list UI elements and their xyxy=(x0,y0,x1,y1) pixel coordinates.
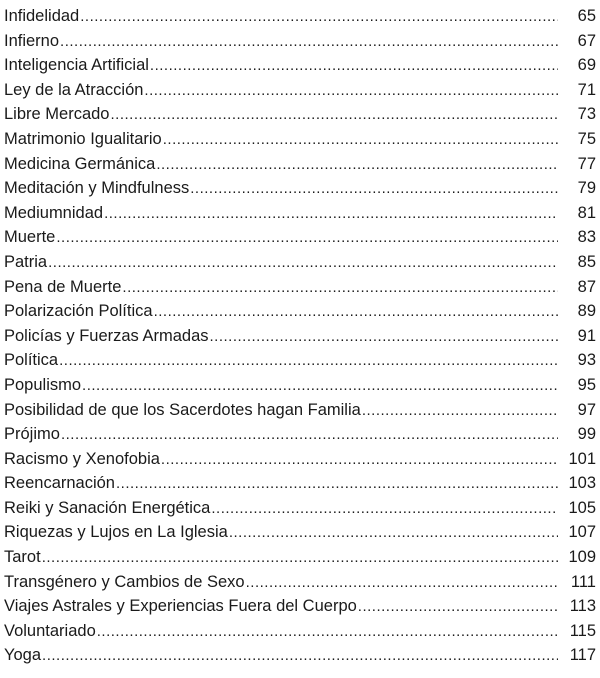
toc-entry-page: 117 xyxy=(569,646,596,665)
toc-entry-page: 71 xyxy=(577,80,596,99)
toc-entry-title: Reiki y Sanación Energética xyxy=(4,498,211,517)
toc-leader-dots xyxy=(163,128,558,153)
toc-entry-title: Muerte xyxy=(4,228,56,247)
toc-leader-dots xyxy=(122,276,558,301)
toc-entry-title: Reencarnación xyxy=(4,474,115,493)
toc-entry-title: Inteligencia Artificial xyxy=(4,56,149,75)
toc-entry xyxy=(0,447,600,472)
toc-entry-page: 67 xyxy=(577,31,596,50)
toc-entry-page: 73 xyxy=(577,105,596,124)
toc-leader-dots xyxy=(80,5,558,30)
toc-entry xyxy=(0,152,600,177)
toc-leader-dots xyxy=(60,30,558,55)
toc-entry-title: Meditación y Mindfulness xyxy=(4,179,190,198)
toc-entry-page: 99 xyxy=(577,425,596,444)
toc-leader-dots xyxy=(229,521,558,546)
toc-entry xyxy=(0,398,600,423)
toc-entry xyxy=(0,570,600,595)
toc-entry xyxy=(0,53,600,78)
toc-entry-page: 107 xyxy=(568,523,596,542)
toc-entry-title: Racismo y Xenofobia xyxy=(4,449,160,468)
toc-entry-title: Yoga xyxy=(4,646,42,665)
toc-entry-title: Medicina Germánica xyxy=(4,154,156,173)
toc-entry-title: Tarot xyxy=(4,548,41,567)
toc-leader-dots xyxy=(97,620,558,645)
toc-leader-dots xyxy=(42,644,558,669)
toc-entry xyxy=(0,201,600,226)
toc-entry-page: 83 xyxy=(577,228,596,247)
toc-entry-page: 77 xyxy=(577,154,596,173)
toc-entry-title: Pena de Muerte xyxy=(4,277,122,296)
toc-entry xyxy=(0,324,600,349)
toc-entry-page: 79 xyxy=(577,179,596,198)
toc-entry-page: 89 xyxy=(577,302,596,321)
toc-entry xyxy=(0,127,600,152)
toc-entry-page: 65 xyxy=(577,7,596,25)
toc-entry-title: Policías y Fuerzas Armadas xyxy=(4,326,209,345)
toc-leader-dots xyxy=(82,374,558,399)
toc-entry xyxy=(0,102,600,127)
toc-entry xyxy=(0,643,600,668)
toc-entry-page: 103 xyxy=(568,474,596,493)
toc-entry-page: 87 xyxy=(577,277,596,296)
toc-entry xyxy=(0,619,600,644)
toc-leader-dots xyxy=(211,497,558,522)
toc-entry-page: 75 xyxy=(577,129,596,148)
toc-entry-title: Infierno xyxy=(4,31,60,50)
toc-leader-dots xyxy=(104,202,558,227)
toc-entry xyxy=(0,348,600,373)
toc-entry-page: 97 xyxy=(577,400,596,419)
toc-entry-title: Matrimonio Igualitario xyxy=(4,129,162,148)
toc-leader-dots xyxy=(246,571,558,596)
toc-leader-dots xyxy=(161,448,558,473)
toc-leader-dots xyxy=(210,325,559,350)
toc-entry xyxy=(0,594,600,619)
toc-leader-dots xyxy=(362,399,558,424)
toc-entry xyxy=(0,520,600,545)
toc-entry xyxy=(0,78,600,103)
toc-entry-title: Infidelidad xyxy=(4,7,80,25)
toc-entry-title: Política xyxy=(4,351,59,370)
toc-entry-page: 111 xyxy=(570,572,596,591)
toc-entry-page: 91 xyxy=(577,326,596,345)
toc-leader-dots xyxy=(154,300,558,325)
toc-leader-dots xyxy=(42,546,558,571)
toc-entry xyxy=(0,4,600,29)
toc-leader-dots xyxy=(61,423,558,448)
toc-entry-title: Libre Mercado xyxy=(4,105,110,124)
toc-entry xyxy=(0,422,600,447)
toc-entry-title: Mediumnidad xyxy=(4,203,104,222)
toc-entry-page: 95 xyxy=(577,375,596,394)
toc-entry xyxy=(0,299,600,324)
toc-entry-title: Ley de la Atracción xyxy=(4,80,144,99)
toc-entry-page: 69 xyxy=(577,56,596,75)
toc-leader-dots xyxy=(190,177,558,202)
toc-leader-dots xyxy=(150,54,558,79)
toc-entry-title: Patria xyxy=(4,252,48,271)
toc-leader-dots xyxy=(48,251,558,276)
toc-entry-page: 113 xyxy=(569,597,596,616)
toc-entry-page: 81 xyxy=(577,203,596,222)
toc-entry-page: 85 xyxy=(577,252,596,271)
toc-entry xyxy=(0,29,600,54)
toc-leader-dots xyxy=(110,103,558,128)
toc-entry xyxy=(0,225,600,250)
toc-leader-dots xyxy=(156,153,558,178)
toc-entry-title: Voluntariado xyxy=(4,621,96,640)
toc-entry-page: 93 xyxy=(577,351,596,370)
toc-entry-page: 101 xyxy=(568,449,596,468)
toc-entry xyxy=(0,176,600,201)
toc-leader-dots xyxy=(358,595,558,620)
toc-leader-dots xyxy=(59,349,558,374)
toc-leader-dots xyxy=(144,79,558,104)
toc-entry xyxy=(0,373,600,398)
toc-entry xyxy=(0,250,600,275)
toc-leader-dots xyxy=(56,226,558,251)
toc-entry-title: Riquezas y Lujos en La Iglesia xyxy=(4,523,228,542)
toc-entry-title: Polarización Política xyxy=(4,302,153,321)
toc-entry-page: 115 xyxy=(569,621,596,640)
toc-entry-title: Viajes Astrales y Experiencias Fuera del Cuerpo xyxy=(4,597,357,616)
toc-entry xyxy=(0,471,600,496)
toc-entry xyxy=(0,275,600,300)
toc-entry-title: Populismo xyxy=(4,375,82,394)
toc-entry-page: 105 xyxy=(568,498,596,517)
toc-entry-title: Posibilidad de que los Sacerdotes hagan Familia xyxy=(4,400,361,419)
toc-entry-page: 109 xyxy=(568,548,596,567)
toc-leader-dots xyxy=(116,472,558,497)
toc-entry xyxy=(0,496,600,521)
toc-entry xyxy=(0,545,600,570)
toc-entry-title: Transgénero y Cambios de Sexo xyxy=(4,572,245,591)
toc-entry-title: Prójimo xyxy=(4,425,60,444)
